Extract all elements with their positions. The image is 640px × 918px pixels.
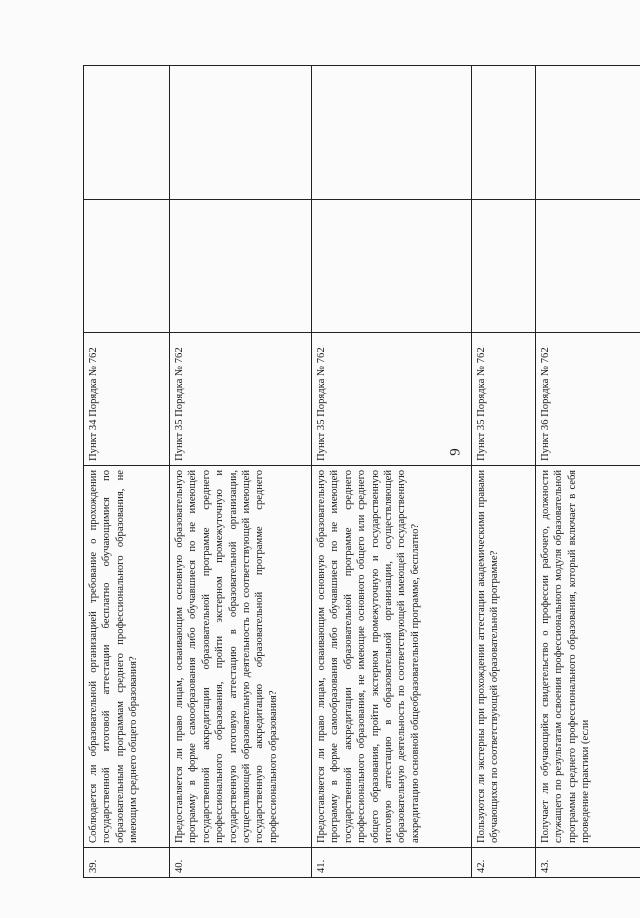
answer-cell <box>536 200 640 333</box>
note-cell <box>170 66 312 200</box>
reference-cell: Пункт 36 Порядка № 762 <box>536 333 640 466</box>
note-cell <box>84 66 170 200</box>
checklist-table <box>83 66 640 878</box>
question-cell: Соблюдается ли образовательной организацией требование о прохождении государственной итоговой аттестации бесплатно обучающимися по образовательным программам среднего профессионального образования, не имеющим среднего общего образования? <box>84 466 170 848</box>
row-number: 41. <box>312 848 472 878</box>
reference-cell: Пункт 35 Порядка № 762 <box>472 333 536 466</box>
note-cell <box>312 66 472 200</box>
question-cell: Предоставляется ли право лицам, осваивающим основную образовательную программу в форме самообразования либо обучавшиеся по не имеющей государственной аккредитации образовательной программе среднего профессионального образования, не имеющие основного общего или среднего общего образования, пройти экстерном промежуточную и государственную итоговую аттестацию в образовательной организации, осуществляющей образовательную деятельность по соответствующей имеющей государственную аккредитацию основной общеобразовательной программе, бесплатно? <box>312 466 472 848</box>
answer-cell <box>84 200 170 333</box>
row-number: 40. <box>170 848 312 878</box>
question-cell: Предоставляется ли право лицам, осваивающим основную образовательную программу в форме самообразования либо обучавшиеся по не имеющей государственной аккредитации образовательной программе среднего профессионального образования, пройти экстерном промежуточную и государственную итоговую аттестацию в образовательной организации, осуществляющей образовательную деятельность по соответствующей имеющей государственную аккредитацию образовательной программе среднего профессионального образования? <box>170 466 312 848</box>
reference-cell: Пункт 35 Порядка № 762 <box>312 333 472 466</box>
table-row <box>84 66 170 878</box>
table-row <box>472 66 536 878</box>
reference-cell: Пункт 34 Порядка № 762 <box>84 333 170 466</box>
table-row <box>536 66 640 878</box>
reference-cell: Пункт 35 Порядка № 762 <box>170 333 312 466</box>
page-number: 9 <box>447 448 464 456</box>
note-cell <box>536 66 640 200</box>
answer-cell <box>312 200 472 333</box>
answer-cell <box>472 200 536 333</box>
question-cell: Получает ли обучающийся свидетельство о профессии рабочего, должности служащего по результатам освоения профессионального модуля образовательной программы среднего профессионального образования, который включает в себя проведение практики (если <box>536 466 640 848</box>
table-row <box>312 66 472 878</box>
question-cell: Пользуются ли экстерны при прохождении аттестации академическими правами обучающихся по соответствующей образовательной программе? <box>472 466 536 848</box>
row-number: 43. <box>536 848 640 878</box>
rotated-table-container <box>83 66 640 878</box>
row-number: 42. <box>472 848 536 878</box>
note-cell <box>472 66 536 200</box>
row-number: 39. <box>84 848 170 878</box>
table-row <box>170 66 312 878</box>
answer-cell <box>170 200 312 333</box>
